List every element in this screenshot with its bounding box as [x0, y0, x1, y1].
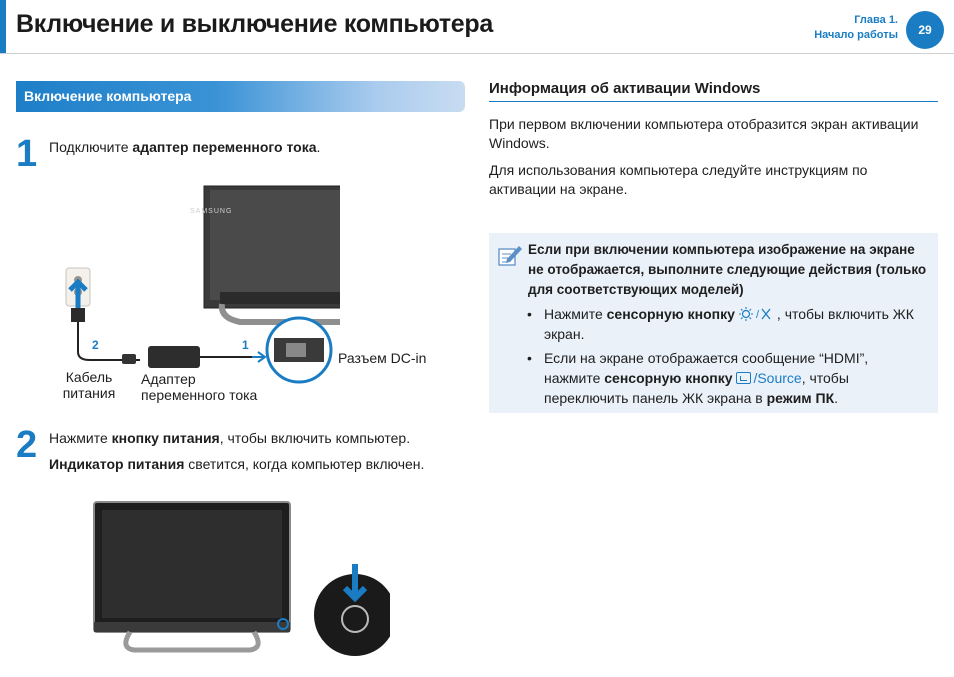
note-pencil-icon — [497, 243, 523, 269]
source-key-icon — [736, 368, 801, 388]
step-1-text — [49, 139, 320, 155]
note-bullet-1-end: , чтобы включить ЖК экран. — [544, 306, 914, 342]
note-box — [489, 233, 938, 413]
brightness-toggle-icon — [737, 306, 775, 322]
header-divider — [0, 53, 954, 54]
step-2-line-1-end: , чтобы включить компьютер. — [219, 430, 411, 446]
note-heading: Если при включении компьютера изображение на экране не отображается, выполните следующие действия (только для соответствующих моделей) — [528, 242, 927, 297]
note-bullet-2-plain: нажмите — [544, 370, 605, 386]
step-2-line-2 — [49, 456, 424, 472]
page-number-badge: 29 — [906, 11, 944, 49]
note-bullet-2-end: , чтобы — [801, 370, 849, 386]
chapter-number: Глава 1. — [854, 14, 898, 26]
activation-title: Информация об активации Windows — [489, 80, 761, 97]
step-2-line-2-end: светится, когда компьютер включен. — [184, 456, 425, 472]
enter-key-icon — [736, 372, 751, 384]
svg-text:/: / — [755, 309, 759, 321]
marker-2: 2 — [92, 338, 99, 352]
activation-paragraph-1: При первом включении компьютера отобразится экран активации Windows. — [489, 116, 919, 151]
label-dc-in: Разъем DC-in — [338, 350, 427, 366]
step-1-number: 1 — [16, 133, 38, 175]
ac-adapter-icon — [148, 346, 200, 368]
step-1-text-bold: адаптер переменного тока — [132, 139, 317, 155]
chapter-label — [814, 13, 898, 43]
note-bullet-1-marker: • — [527, 306, 532, 322]
step-2-line-2-bold: Индикатор питания — [49, 456, 185, 472]
source-key-label: /Source — [753, 370, 802, 386]
step-2-number: 2 — [16, 424, 38, 466]
step-1-text-end: . — [316, 139, 321, 155]
note-bullet-1 — [544, 304, 934, 344]
note-bullet-2-line-3-end: . — [834, 390, 839, 406]
note-bullet-1-bold: сенсорную кнопку — [606, 306, 735, 322]
note-bullet-2-line-1: Если на экране отображается сообщение “HDMI”, — [544, 350, 869, 366]
note-bullet-2-line-3-bold: режим ПК — [766, 390, 835, 406]
step-1-text-plain: Подключите — [49, 139, 133, 155]
step-2-line-1 — [49, 430, 410, 446]
chapter-name: Начало работы — [814, 29, 898, 41]
step-2-line-1-plain: Нажмите — [49, 430, 112, 446]
power-zoom-circle — [313, 573, 390, 657]
page-title: Включение и выключение компьютера — [16, 10, 493, 38]
marker-1: 1 — [242, 338, 249, 352]
section-title-bar: Включение компьютера — [16, 81, 465, 112]
note-bullet-2 — [544, 348, 934, 408]
right-arrow-icon — [252, 352, 265, 362]
activation-paragraph-2: Для использования компьютера следуйте инструкциям по активации на экране. — [489, 162, 868, 197]
note-bullet-2-line-3: переключить панель ЖК экрана в — [544, 390, 767, 406]
header-accent-bar — [0, 0, 6, 54]
label-ac-adapter: Адаптер переменного тока — [141, 371, 258, 403]
note-bullet-1-plain: Нажмите — [544, 306, 607, 322]
activation-title-underline — [489, 101, 938, 102]
note-bullet-2-marker: • — [527, 350, 532, 366]
step-2-line-1-bold: кнопку питания — [111, 430, 220, 446]
note-bullet-2-bold: сенсорную кнопку — [604, 370, 733, 386]
label-power-cable: Кабель питания — [62, 369, 116, 401]
power-button-illustration — [90, 498, 390, 663]
monitor-brand: SAMSUNG — [190, 208, 233, 215]
